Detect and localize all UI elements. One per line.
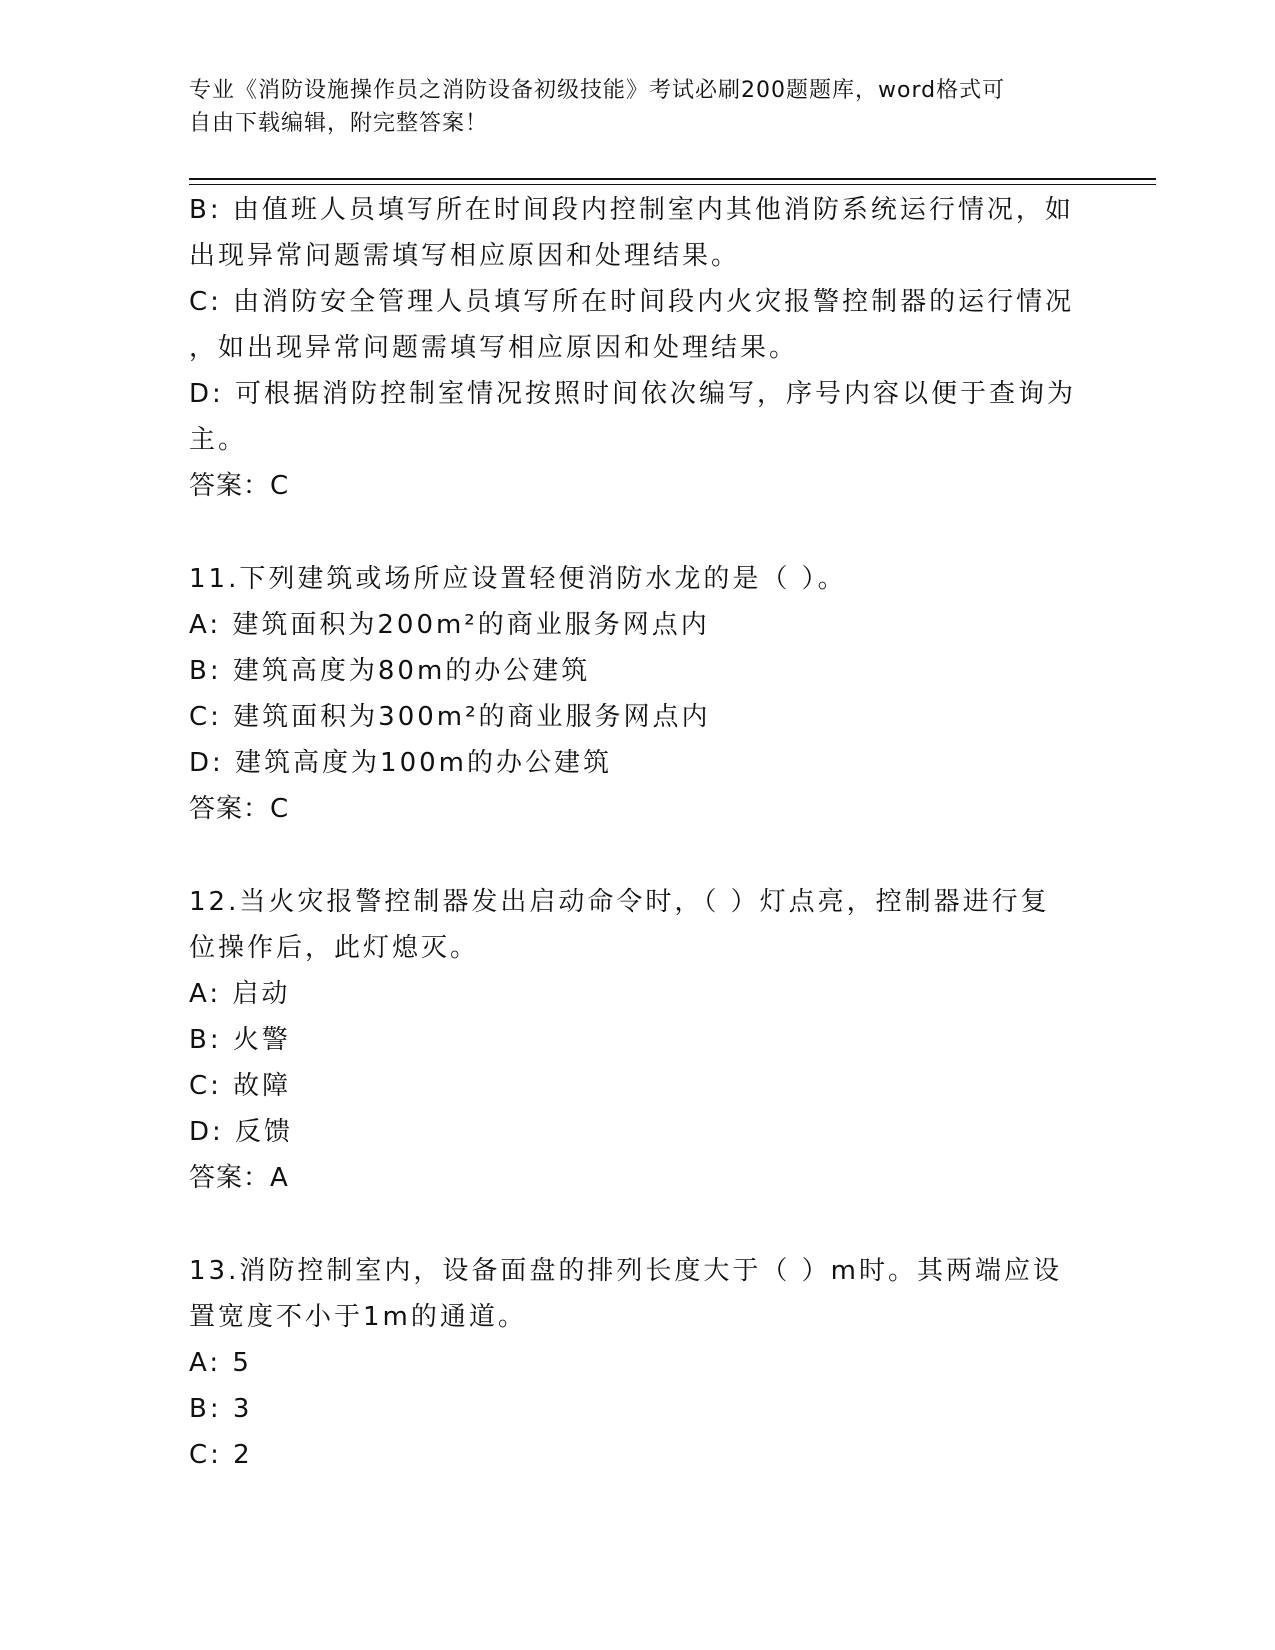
option-b-line-1: B: 由值班人员填写所在时间段内控制室内其他消防系统运行情况，如 — [189, 195, 1074, 225]
header-rule-thick — [189, 178, 1156, 180]
spacer — [189, 832, 1069, 879]
option-b: B: 火警 — [189, 1025, 291, 1055]
option-a: A: 5 — [189, 1348, 252, 1378]
option-c: C: 故障 — [189, 1071, 292, 1101]
question-list — [189, 187, 1077, 1478]
option-c-line-2: ，如出现异常问题需填写相应原因和处理结果。 — [189, 333, 799, 363]
option-d: D: 建筑高度为100m的办公建筑 — [189, 748, 612, 778]
option-d: D: 反馈 — [189, 1117, 294, 1147]
spacer — [189, 509, 1069, 556]
question-stem-line-1: 12.当火灾报警控制器发出启动命令时，（ ）灯点亮，控制器进行复 — [189, 887, 1050, 917]
option-c-line-1: C: 由消防安全管理人员填写所在时间段内火灾报警控制器的运行情况 — [189, 287, 1075, 317]
question-10-tail — [189, 187, 1077, 509]
option-b-line-2: 出现异常问题需填写相应原因和处理结果。 — [189, 241, 741, 271]
answer: 答案：C — [189, 471, 290, 501]
question-13 — [189, 1248, 1069, 1478]
page-header — [189, 74, 1069, 140]
option-a: A: 启动 — [189, 979, 291, 1009]
option-c: C: 建筑面积为300m²的商业服务网点内 — [189, 702, 711, 732]
question-stem-line-2: 位操作后，此灯熄灭。 — [189, 933, 480, 963]
option-d-line-2: 主。 — [189, 425, 248, 455]
question-stem: 11.下列建筑或场所应设置轻便消防水龙的是（ ）。 — [189, 564, 847, 594]
answer: 答案：A — [189, 1163, 289, 1193]
header-line-2: 自由下载编辑，附完整答案！ — [189, 111, 489, 136]
question-12 — [189, 879, 1069, 1201]
option-d-line-1: D: 可根据消防控制室情况按照时间依次编写，序号内容以便于查询为 — [189, 379, 1077, 409]
option-b: B: 3 — [189, 1394, 253, 1424]
option-a: A: 建筑面积为200m²的商业服务网点内 — [189, 610, 710, 640]
answer: 答案：C — [189, 794, 290, 824]
question-stem-line-1: 13.消防控制室内，设备面盘的排列长度大于（ ）m时。其两端应设 — [189, 1256, 1062, 1286]
question-11 — [189, 556, 1069, 832]
header-rule-thin — [189, 184, 1156, 185]
spacer — [189, 1201, 1069, 1248]
question-stem-line-2: 置宽度不小于1m的通道。 — [189, 1302, 527, 1332]
option-b: B: 建筑高度为80m的办公建筑 — [189, 656, 591, 686]
header-line-1: 专业《消防设施操作员之消防设备初级技能》考试必刷200题题库，word格式可 — [189, 78, 1006, 103]
option-c: C: 2 — [189, 1440, 253, 1470]
